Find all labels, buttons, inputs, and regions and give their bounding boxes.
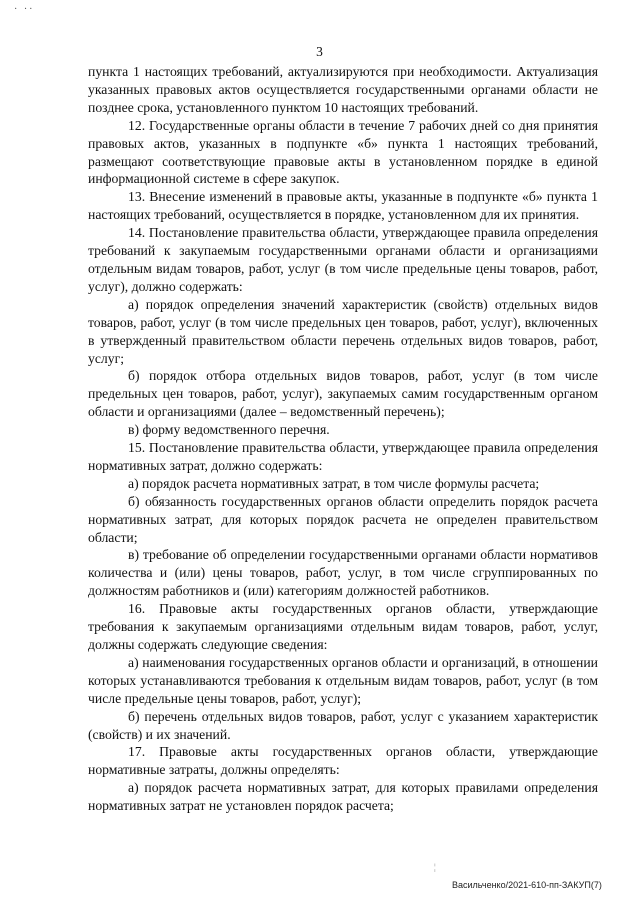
- paragraph: 14. Постановление правительства области, утверждающее правила определения требований к закупаемым государственными органами области и организациями отдельным видам товаров, работ, услуг (в том числе предельные цены товаров, работ, услуг), должно содержать:: [88, 225, 598, 294]
- page-number: 3: [316, 44, 323, 59]
- paragraph: б) обязанность государственных органов области определить порядок расчета нормативных затрат, для которых порядок расчета не определен правительством области;: [88, 493, 598, 545]
- paragraph: б) перечень отдельных видов товаров, работ, услуг с указанием характеристик (свойств) и их значений.: [88, 708, 598, 742]
- scan-marks: · ··: [14, 4, 35, 15]
- paragraph: в) форму ведомственного перечня.: [128, 422, 330, 438]
- document-body: [88, 63, 598, 815]
- paragraph: а) порядок определения значений характеристик (свойств) отдельных видов товаров, работ, услуг (в том числе предельных цен товаров, работ, услуг), включенных в утвержденный правительством области перечень отдельных видов товаров, работ, услуг;: [88, 296, 598, 366]
- paragraph: 16. Правовые акты государственных органов области, утверждающие требования к закупаемым организациями отдельным видам товаров, работ, услуг, должны содержать следующие сведения:: [88, 601, 598, 652]
- paragraph: 17. Правовые акты государственных органов области, утверждающие нормативные затраты, должны определять:: [88, 744, 598, 778]
- paragraph: 12. Государственные органы области в течение 7 рабочих дней со дня принятия правовых актов, указанных в подпункте «б» пункта 1 настоящих требований, размещают соответствующие правовые акты в установленном порядке в единой информационной системе в сфере закупок.: [88, 117, 598, 187]
- paragraph: 13. Внесение изменений в правовые акты, указанные в подпункте «б» пункта 1 настоящих требований, осуществляется в порядке, установленном для их принятия.: [88, 189, 598, 223]
- footer-reference: Васильченко/2021-610-пп-ЗАКУП(7): [452, 880, 602, 890]
- paragraph: а) порядок расчета нормативных затрат, для которых правилами определения нормативных затрат не установлен порядок расчета;: [88, 780, 598, 814]
- paragraph: 15. Постановление правительства области, утверждающее правила определения нормативных затрат, должно содержать:: [88, 440, 598, 473]
- paragraph: пункта 1 настоящих требований, актуализируются при необходимости. Актуализация указанных правовых актов осуществляется государственными органами области не позднее срока, установленного пунктом 10 настоящих требований.: [88, 64, 598, 115]
- paragraph: а) порядок расчета нормативных затрат, в том числе формулы расчета;: [128, 475, 540, 491]
- paragraph: а) наименования государственных органов области и организаций, в отношении которых устанавливаются требования к отдельным видам товаров, работ, услуг (в том числе предельные цены товаров, работ, услуг);: [88, 654, 598, 706]
- paragraph: б) порядок отбора отдельных видов товаров, работ, услуг (в том числе предельных цен товаров, работ, услуг), закупаемых самим государственным органом области и организациями (далее – ведомственный перечень);: [88, 368, 598, 420]
- paragraph: в) требование об определении государственными органами области нормативов количества и (или) цены товаров, работ, услуг, в том числе сгруппированных по должностям работников и (или) категориям должностей работников.: [88, 547, 598, 599]
- footer-mark: ¦: [434, 862, 436, 872]
